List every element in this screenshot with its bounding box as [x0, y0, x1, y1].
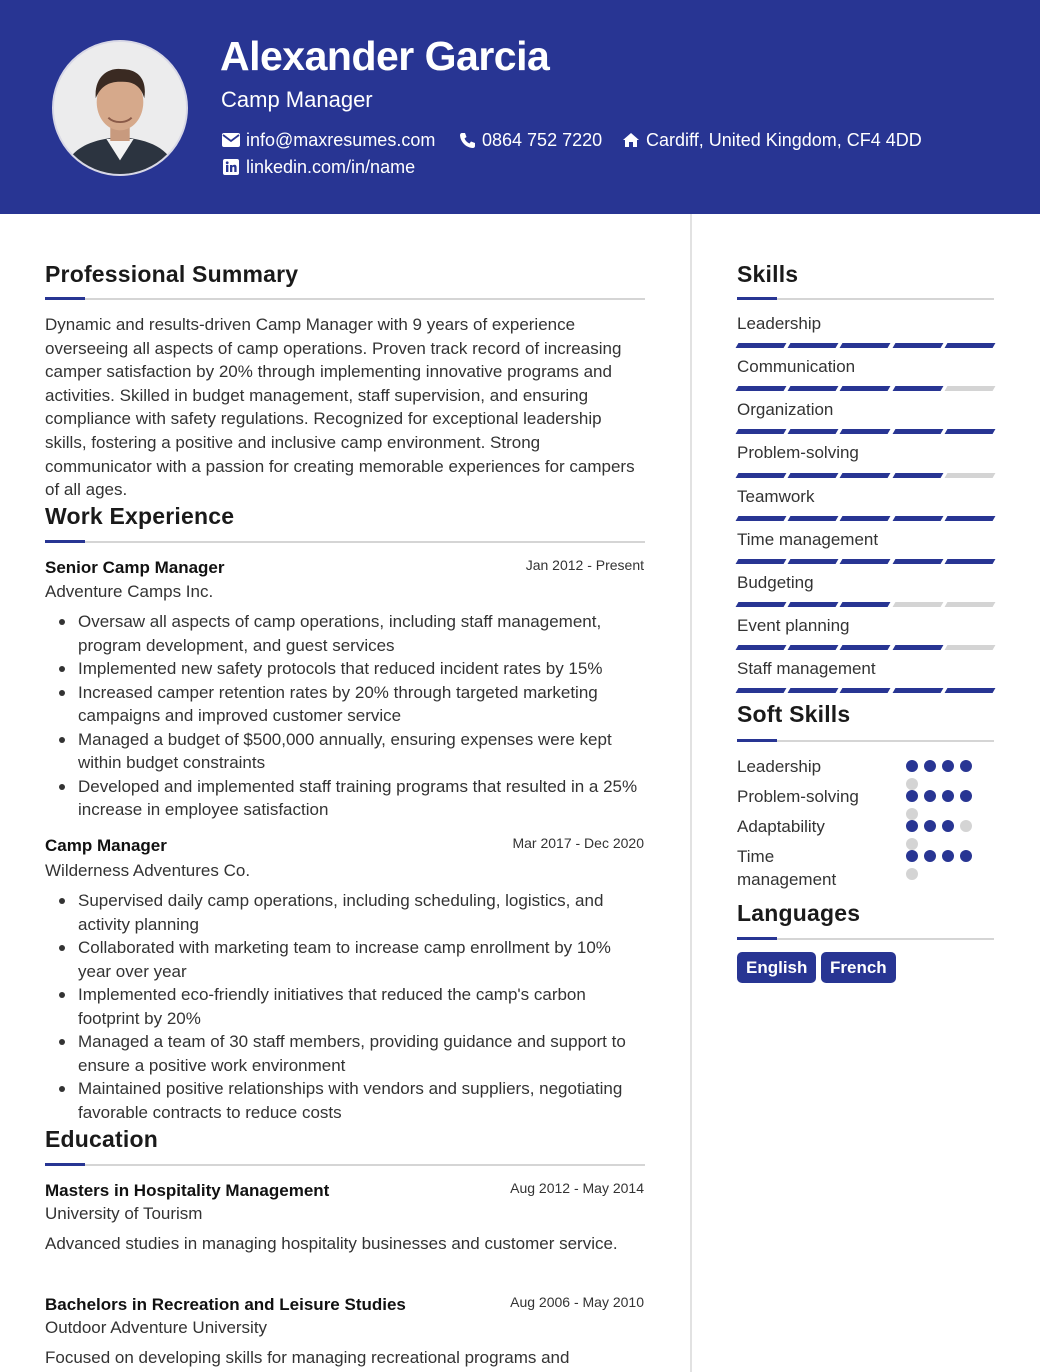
rating-dot [906, 790, 918, 802]
skill-level-segment [840, 688, 891, 693]
rating-dot [960, 820, 972, 832]
contact-location [621, 128, 922, 152]
job-company: Adventure Camps Inc. [45, 582, 214, 601]
phone-text: 0864 752 7220 [482, 130, 603, 150]
skill-level-segment [944, 688, 995, 693]
summary-text: Dynamic and results-driven Camp Manager with 9 years of experience overseeing all aspects of camp operations. Proven track record of increasing camper satisfaction by 20% through implementing innovative programs and activities. Skilled in budget management, staff supervision, and ensuring compliance with safety regulations. Recognized for exceptional leadership skills, fostering a positive and inclusive camp environment. Strong communicator with a passion for creating memorable experiences for campers of all ages. [45, 315, 635, 500]
list-item: Managed a budget of $500,000 annually, ensuring expenses were kept within budget constraints [55, 728, 647, 775]
summary-accent [45, 297, 85, 300]
skill-level-segment [736, 473, 787, 478]
skill-level-segment [788, 473, 839, 478]
profile-photo [52, 40, 188, 176]
rating-dot [924, 790, 936, 802]
skill-label: Time management [737, 530, 879, 549]
rating-dot [942, 790, 954, 802]
list-item: Implemented new safety protocols that reduced incident rates by 15% [55, 657, 647, 681]
list-item: Supervised daily camp operations, including scheduling, logistics, and activity planning [55, 889, 647, 936]
experience-rule [45, 541, 645, 543]
skill-level-segment [892, 386, 943, 391]
resume-header [0, 0, 1040, 214]
skill-level-segment [788, 516, 839, 521]
soft-skill-rating [906, 760, 986, 790]
skill-level-segment [892, 559, 943, 564]
rating-dot [906, 838, 918, 850]
skill-level-segment [736, 516, 787, 521]
linkedin-text: linkedin.com/in/name [246, 157, 416, 177]
skill-level-segment [840, 429, 891, 434]
skill-level-segment [892, 343, 943, 348]
soft-skills-accent [737, 739, 777, 742]
experience-accent [45, 540, 85, 543]
skill-label: Budgeting [737, 573, 814, 592]
skill-bar [737, 516, 994, 521]
education-rule [45, 1164, 645, 1166]
skill-bar [737, 688, 994, 693]
skill-level-segment [944, 429, 995, 434]
rating-dot [942, 850, 954, 862]
skills-accent [737, 297, 777, 300]
list-item: Oversaw all aspects of camp operations, including staff management, program development, and guest services [55, 610, 647, 657]
skill-level-segment [944, 473, 995, 478]
summary-rule [45, 298, 645, 300]
rating-dot [924, 850, 936, 862]
skill-level-segment [840, 473, 891, 478]
candidate-name: Alexander Garcia [220, 33, 550, 79]
list-item: Managed a team of 30 staff members, providing guidance and support to ensure a positive work environment [55, 1030, 647, 1077]
rating-dot [906, 778, 918, 790]
skill-bar [737, 386, 994, 391]
skill-label: Event planning [737, 616, 850, 635]
skill-level-segment [736, 602, 787, 607]
skill-level-segment [840, 645, 891, 650]
home-icon [621, 130, 641, 150]
skill-level-segment [944, 602, 995, 607]
job-bullets [55, 889, 647, 1124]
education-accent [45, 1163, 85, 1166]
skill-level-segment [944, 516, 995, 521]
skill-level-segment [788, 602, 839, 607]
skill-bar [737, 473, 994, 478]
skill-level-segment [788, 343, 839, 348]
skill-level-segment [944, 386, 995, 391]
language-tag: English [737, 952, 816, 983]
skill-level-segment [892, 516, 943, 521]
skill-level-segment [788, 645, 839, 650]
soft-skill-label: Time management [737, 847, 837, 889]
language-tag: French [821, 952, 896, 983]
skill-level-segment [944, 559, 995, 564]
languages-accent [737, 937, 777, 940]
skill-label: Staff management [737, 659, 876, 678]
rating-dot [906, 850, 918, 862]
skills-heading: Skills [737, 261, 799, 287]
job-company: Wilderness Adventures Co. [45, 861, 251, 880]
soft-skill-rating [906, 820, 986, 850]
education-description: Advanced studies in managing hospitality businesses and customer service. [45, 1234, 618, 1253]
candidate-title: Camp Manager [221, 87, 373, 112]
skill-level-segment [944, 645, 995, 650]
skill-level-segment [892, 473, 943, 478]
rating-dot [942, 760, 954, 772]
phone-icon [457, 130, 477, 150]
list-item: Maintained positive relationships with vendors and suppliers, negotiating favorable contracts to reduce costs [55, 1077, 647, 1124]
job-title: Camp Manager [45, 836, 167, 855]
degree-title: Bachelors in Recreation and Leisure Studies [45, 1295, 406, 1314]
skill-bar [737, 559, 994, 564]
education-description: Focused on developing skills for managing recreational programs and [45, 1348, 570, 1367]
skill-label: Leadership [737, 314, 822, 333]
soft-skill-label: Leadership [737, 757, 822, 776]
skill-level-segment [736, 429, 787, 434]
rating-dot [960, 760, 972, 772]
skill-level-segment [788, 386, 839, 391]
experience-heading: Work Experience [45, 503, 235, 529]
job-dates: Mar 2017 - Dec 2020 [512, 835, 644, 851]
skill-level-segment [736, 688, 787, 693]
skill-level-segment [892, 429, 943, 434]
job-title: Senior Camp Manager [45, 558, 225, 577]
skill-level-segment [788, 688, 839, 693]
skill-bar [737, 343, 994, 348]
education-heading: Education [45, 1126, 158, 1152]
skill-bar [737, 645, 994, 650]
skill-level-segment [840, 343, 891, 348]
skill-level-segment [840, 386, 891, 391]
job-dates: Jan 2012 - Present [525, 557, 644, 573]
skill-bar [737, 429, 994, 434]
skill-level-segment [892, 688, 943, 693]
skill-level-segment [736, 645, 787, 650]
rating-dot [924, 760, 936, 772]
location-text: Cardiff, United Kingdom, CF4 4DD [646, 130, 922, 150]
skill-label: Communication [737, 357, 856, 376]
degree-title: Masters in Hospitality Management [45, 1181, 330, 1200]
linkedin-icon [221, 157, 241, 177]
skill-level-segment [736, 386, 787, 391]
list-item: Implemented eco-friendly initiatives that reduced the camp's carbon footprint by 20% [55, 983, 647, 1030]
soft-skill-label: Adaptability [737, 817, 825, 836]
skill-bar [737, 602, 994, 607]
column-divider [690, 214, 692, 1372]
soft-skill-rating [906, 790, 986, 820]
rating-dot [942, 820, 954, 832]
skill-level-segment [944, 343, 995, 348]
skill-level-segment [736, 559, 787, 564]
soft-skills-heading: Soft Skills [737, 701, 851, 727]
skill-level-segment [840, 559, 891, 564]
skill-label: Teamwork [737, 487, 815, 506]
rating-dot [960, 790, 972, 802]
soft-skill-rating [906, 850, 986, 880]
rating-dot [924, 820, 936, 832]
skill-level-segment [840, 602, 891, 607]
list-item: Collaborated with marketing team to increase camp enrollment by 10% year over year [55, 936, 647, 983]
rating-dot [960, 850, 972, 862]
envelope-icon [221, 130, 241, 150]
rating-dot [906, 760, 918, 772]
summary-heading: Professional Summary [45, 261, 299, 287]
list-item: Developed and implemented staff training programs that resulted in a 25% increase in employee satisfaction [55, 775, 647, 822]
rating-dot [906, 868, 918, 880]
contact-phone[interactable] [457, 128, 602, 152]
job-bullets [55, 610, 647, 822]
skill-level-segment [788, 559, 839, 564]
school-name: University of Tourism [45, 1204, 203, 1223]
skill-level-segment [840, 516, 891, 521]
skill-level-segment [736, 343, 787, 348]
skill-level-segment [892, 645, 943, 650]
list-item: Increased camper retention rates by 20% through targeted marketing campaigns and improved customer service [55, 681, 647, 728]
skill-label: Organization [737, 400, 834, 419]
school-name: Outdoor Adventure University [45, 1318, 268, 1337]
education-dates: Aug 2012 - May 2014 [510, 1180, 644, 1196]
soft-skill-label: Problem-solving [737, 787, 859, 806]
contact-email[interactable] [221, 128, 435, 152]
contact-linkedin[interactable] [221, 155, 415, 179]
rating-dot [906, 808, 918, 820]
rating-dot [906, 820, 918, 832]
skill-level-segment [788, 429, 839, 434]
skill-level-segment [892, 602, 943, 607]
skill-label: Problem-solving [737, 443, 859, 462]
education-dates: Aug 2006 - May 2010 [510, 1294, 644, 1310]
languages-heading: Languages [737, 900, 861, 926]
email-text: info@maxresumes.com [246, 130, 436, 150]
